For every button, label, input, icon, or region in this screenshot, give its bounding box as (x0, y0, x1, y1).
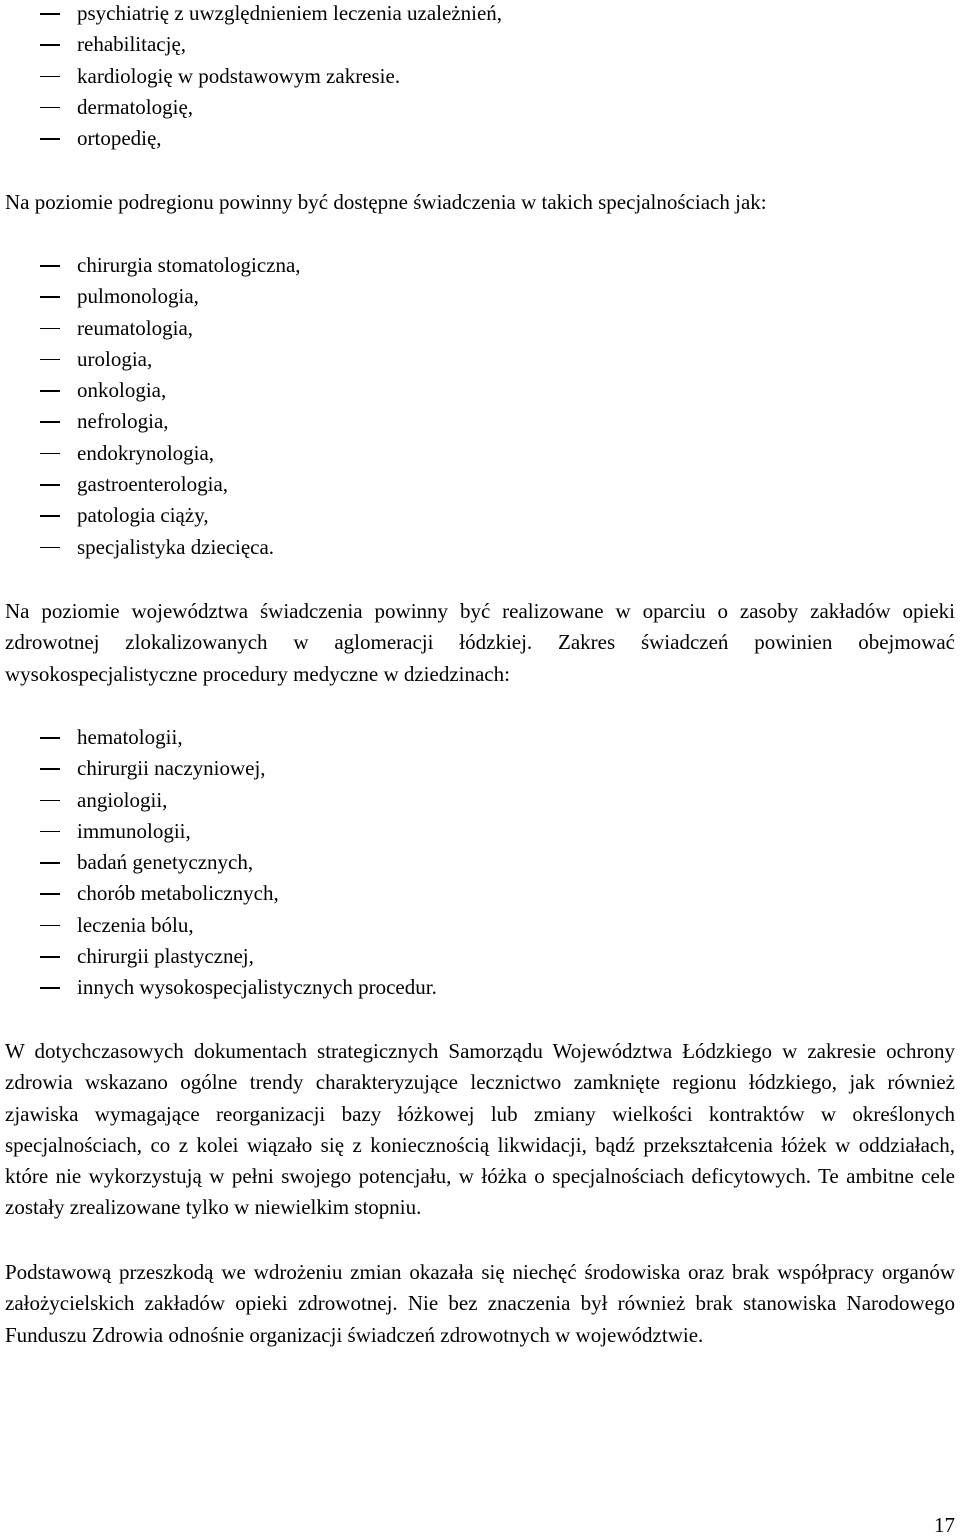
dash-bullet-icon (40, 359, 60, 361)
list-item-text: rehabilitację, (77, 32, 187, 57)
dash-bullet-icon (40, 44, 60, 46)
dash-bullet-icon (40, 987, 60, 989)
dash-bullet-icon (40, 862, 60, 864)
dash-bullet-icon (40, 768, 60, 770)
dash-bullet-icon (40, 737, 60, 739)
list-item-text: immunologii, (77, 818, 191, 843)
list-item-text: gastroenterologia, (77, 472, 229, 497)
dash-bullet-icon (40, 328, 60, 330)
list-item-text: ortopedię, (77, 126, 162, 151)
list-item-text: chirurgia stomatologiczna, (77, 253, 301, 277)
dash-bullet-icon (40, 390, 60, 392)
list-item-text: psychiatrię z uwzględnieniem leczenia uzależnień, (77, 1, 503, 25)
dash-bullet-icon (40, 893, 60, 895)
dash-bullet-icon (40, 925, 60, 927)
dash-bullet-icon (40, 831, 60, 833)
list-item-text: chorób metabolicznych, (77, 881, 279, 906)
list-item-text: patologia ciąży, (77, 503, 209, 528)
page-number: 17 (934, 1513, 955, 1537)
list-item-text: hematologii, (77, 725, 183, 749)
list-item-text: endokrynologia, (77, 440, 215, 465)
list-item-text: dermatologię, (77, 94, 194, 119)
dash-bullet-icon (40, 800, 60, 802)
dash-bullet-icon (40, 453, 60, 455)
paragraph-strategic-documents: W dotychczasowych dokumentach strategicznych Samorządu Województwa Łódzkiego w zakresie ochrony zdrowia wskazano ogólne trendy charakteryzujące lecznictwo zamknięte regionu łódzkiego, jak również zjawiska wymagające reorganizacji bazy łóżkowej lub zmiany wielkości kontraktów w określonych specjalnościach, co z kolei wiązało się z koniecznością likwidacji, bądź przekształcenia łóżek w oddziałach, które nie wykorzystują w pełni swojego potencjału, w łóżka o specjalnościach deficytowych. Te ambitne cele zostały zrealizowane tylko w niewielkim stopniu. (5, 1039, 955, 1220)
dash-bullet-icon (40, 138, 60, 140)
list-item-text: innych wysokospecjalistycznych procedur. (77, 975, 437, 1000)
dash-bullet-icon (40, 421, 60, 423)
list-item-text: leczenia bólu, (77, 912, 194, 937)
list-item-text: reumatologia, (77, 315, 194, 340)
list-item-text: urologia, (77, 346, 153, 371)
list-item-text: specjalistyka dziecięca. (77, 534, 275, 559)
dash-bullet-icon (40, 515, 60, 517)
voivodeship-intro: Na poziomie województwa świadczenia powinny być realizowane w oparciu o zasoby zakładów opieki zdrowotnej zlokalizowanych w aglomeracji łódzkiej. Zakres świadczeń powinien obejmować wysokospecjalistyczne procedury medyczne w dziedzinach: (5, 599, 955, 686)
dash-bullet-icon (40, 296, 60, 298)
dash-bullet-icon (40, 265, 60, 267)
dash-bullet-icon (40, 956, 60, 958)
dash-bullet-icon (40, 547, 60, 549)
dash-bullet-icon (40, 76, 60, 78)
dash-bullet-icon (40, 107, 60, 109)
list-item-text: chirurgii naczyniowej, (77, 756, 266, 781)
subregion-intro: Na poziomie podregionu powinny być dostępne świadczenia w takich specjalnościach jak: (5, 190, 767, 214)
list-item-text: pulmonologia, (77, 284, 199, 309)
list-item-text: badań genetycznych, (77, 850, 254, 875)
list-item-text: angiologii, (77, 787, 168, 812)
dash-bullet-icon (40, 484, 60, 486)
list-item-text: kardiologię w podstawowym zakresie. (77, 63, 401, 88)
list-item-text: chirurgii plastycznej, (77, 944, 254, 969)
dash-bullet-icon (40, 13, 60, 15)
paragraph-obstacles: Podstawową przeszkodą we wdrożeniu zmian okazała się niechęć środowiska oraz brak współpracy organów założycielskich zakładów opieki zdrowotnej. Nie bez znaczenia był również brak stanowiska Narodowego Funduszu Zdrowia odnośnie organizacji świadczeń zdrowotnych w województwie. (5, 1260, 955, 1347)
list-item-text: nefrologia, (77, 409, 169, 434)
list-item-text: onkologia, (77, 378, 167, 403)
